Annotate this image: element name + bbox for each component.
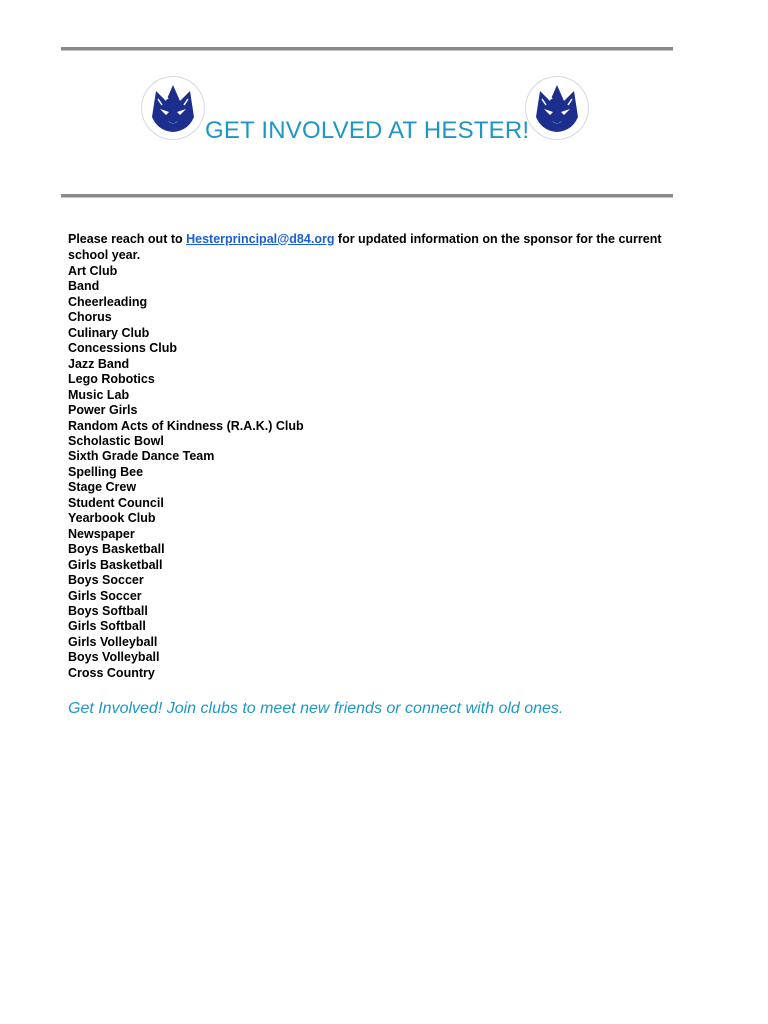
page-title: GET INVOLVED AT HESTER! xyxy=(205,117,530,144)
list-item: Yearbook Club xyxy=(68,511,156,526)
list-item: Cheerleading xyxy=(68,294,148,309)
list-item: Newspaper xyxy=(68,526,135,541)
list-item: Power Girls xyxy=(68,403,138,418)
list-item: Boys Softball xyxy=(68,603,148,618)
list-item: Girls Softball xyxy=(68,619,146,634)
activity-list xyxy=(68,264,304,681)
list-item: Boys Basketball xyxy=(68,542,165,557)
list-item: Band xyxy=(68,279,100,294)
list-item: Culinary Club xyxy=(68,325,150,340)
list-item: Cross Country xyxy=(68,665,155,680)
principal-email-link[interactable]: Hesterprincipal@d84.org xyxy=(186,231,335,246)
list-item: Spelling Bee xyxy=(68,464,144,479)
bottom-divider xyxy=(61,194,673,198)
wildcat-logo-icon xyxy=(142,77,204,139)
wildcat-logo-icon xyxy=(526,77,588,139)
intro-paragraph xyxy=(68,231,678,263)
list-item: Boys Soccer xyxy=(68,573,144,588)
intro-text-before: Please reach out to xyxy=(68,231,187,246)
list-item: Random Acts of Kindness (R.A.K.) Club xyxy=(68,418,304,433)
list-item: Lego Robotics xyxy=(68,372,155,387)
list-item: Boys Volleyball xyxy=(68,650,160,665)
list-item: Music Lab xyxy=(68,387,130,402)
list-item: Student Council xyxy=(68,495,164,510)
list-item: Art Club xyxy=(68,264,118,278)
list-item: Scholastic Bowl xyxy=(68,433,164,448)
list-item: Girls Basketball xyxy=(68,557,163,572)
list-item: Sixth Grade Dance Team xyxy=(68,449,215,464)
list-item: Girls Soccer xyxy=(68,588,142,603)
list-item: Stage Crew xyxy=(68,480,137,495)
list-item: Chorus xyxy=(68,310,112,325)
intro-text-after: for updated information on the sponsor for the current school year. xyxy=(68,231,662,262)
top-divider xyxy=(61,47,673,51)
list-item: Girls Volleyball xyxy=(68,634,158,649)
closing-message: Get Involved! Join clubs to meet new friends or connect with old ones. xyxy=(68,700,564,717)
list-item: Jazz Band xyxy=(68,356,130,371)
list-item: Concessions Club xyxy=(68,341,178,356)
